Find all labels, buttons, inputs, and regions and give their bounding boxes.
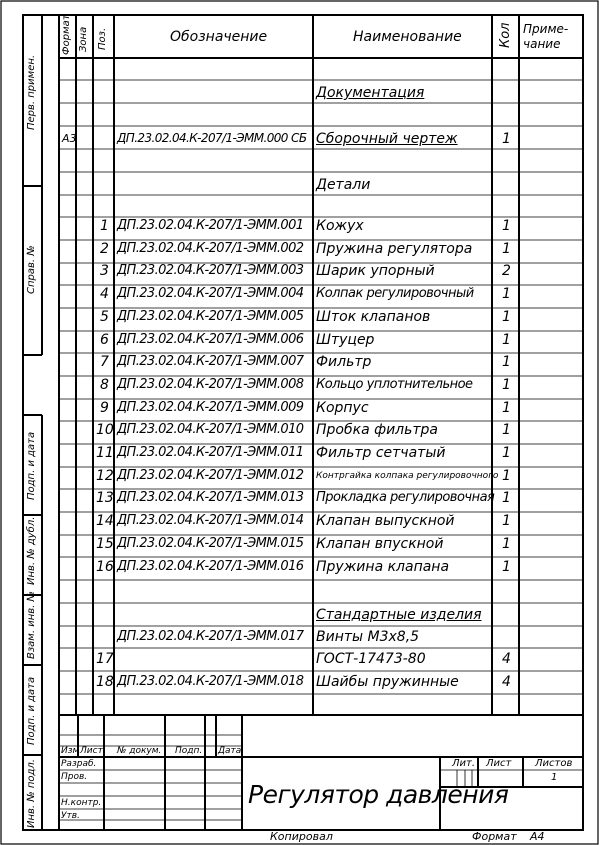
header-designation: Обозначение <box>170 29 268 45</box>
std-designation-18: ДП.23.02.04.К-207/1-ЭММ.018 <box>117 674 304 689</box>
row-designation: ДП.23.02.04.К-207/1-ЭММ.012 <box>117 468 304 483</box>
tb-sheet: Лист <box>486 758 512 769</box>
row-name: Шарик упорный <box>316 263 435 279</box>
row-name: Контргайка колпака регулировочного <box>316 471 499 481</box>
side-label-inv-podl: Инв. № подл. <box>26 759 37 828</box>
row-pos: 2 <box>100 241 109 257</box>
row-pos: 1 <box>100 218 109 234</box>
assembly-name: Сборочный чертеж <box>316 131 458 147</box>
std-gost: ГОСТ-17473-80 <box>316 651 426 667</box>
row-designation: ДП.23.02.04.К-207/1-ЭММ.015 <box>117 536 304 551</box>
side-label-podp-data-1: Подп. и дата <box>26 431 37 500</box>
footer-format-label: Формат <box>472 830 517 843</box>
row-designation: ДП.23.02.04.К-207/1-ЭММ.007 <box>117 354 304 369</box>
tb-lit: Лит. <box>452 758 476 769</box>
row-qty: 1 <box>502 490 511 506</box>
row-name: Кожух <box>316 218 364 234</box>
row-qty: 1 <box>502 309 511 325</box>
row-pos: 16 <box>96 559 114 575</box>
row-name: Клапан впускной <box>316 536 444 552</box>
row-qty: 1 <box>502 241 511 257</box>
std-pos-18: 18 <box>96 674 114 690</box>
side-label-inv-dubl: Инв. № дубл. <box>26 516 37 585</box>
row-designation: ДП.23.02.04.К-207/1-ЭММ.002 <box>117 241 304 256</box>
std-qty-18: 4 <box>502 674 511 690</box>
row-designation: ДП.23.02.04.К-207/1-ЭММ.006 <box>117 332 304 347</box>
row-name: Шток клапанов <box>316 309 431 325</box>
row-designation: ДП.23.02.04.К-207/1-ЭММ.005 <box>117 309 304 324</box>
row-pos: 7 <box>100 354 109 370</box>
row-qty: 2 <box>502 263 511 279</box>
row-qty: 1 <box>502 218 511 234</box>
row-qty: 1 <box>502 422 511 438</box>
row-name: Прокладка регулировочная <box>316 490 495 505</box>
row-name: Кольцо уплотнительное <box>316 377 473 392</box>
tb-prov: Пров. <box>61 772 88 782</box>
row-name: Пробка фильтра <box>316 422 438 438</box>
row-designation: ДП.23.02.04.К-207/1-ЭММ.011 <box>117 445 304 460</box>
row-name: Штуцер <box>316 332 375 348</box>
side-label-perv-primen: Перв. примен. <box>26 54 37 130</box>
side-label-sprav-no: Справ. № <box>26 245 37 294</box>
row-name: Фильтр сетчатый <box>316 445 446 461</box>
row-designation: ДП.23.02.04.К-207/1-ЭММ.004 <box>117 286 304 301</box>
row-qty: 1 <box>502 400 511 416</box>
assembly-qty: 1 <box>502 131 511 147</box>
tb-n-kontr: Н.контр. <box>61 798 102 808</box>
header-name: Наименование <box>353 29 462 45</box>
row-pos: 13 <box>96 490 114 506</box>
row-designation: ДП.23.02.04.К-207/1-ЭММ.010 <box>117 422 304 437</box>
row-designation: ДП.23.02.04.К-207/1-ЭММ.014 <box>117 513 304 528</box>
row-qty: 1 <box>502 559 511 575</box>
row-qty: 1 <box>502 468 511 484</box>
row-name: Пружина клапана <box>316 559 450 575</box>
row-name: Пружина регулятора <box>316 241 473 257</box>
row-pos: 14 <box>96 513 114 529</box>
std-pos-17: 17 <box>96 651 114 667</box>
row-pos: 4 <box>100 286 109 302</box>
row-pos: 9 <box>100 400 109 416</box>
row-qty: 1 <box>502 536 511 552</box>
section-documentation: Документация <box>316 85 425 101</box>
row-pos: 12 <box>96 468 114 484</box>
row-designation: ДП.23.02.04.К-207/1-ЭММ.008 <box>117 377 304 392</box>
assembly-designation: ДП.23.02.04.К-207/1-ЭММ.000 СБ <box>117 131 307 145</box>
section-standard: Стандартные изделия <box>316 607 482 623</box>
tb-podp: Подп. <box>175 746 203 756</box>
std-name-18: Шайбы пружинные <box>316 674 459 690</box>
row-name: Колпак регулировочный <box>316 286 474 301</box>
row-designation: ДП.23.02.04.К-207/1-ЭММ.003 <box>117 263 304 278</box>
row-name: Корпус <box>316 400 369 416</box>
tb-izm: Изм <box>61 746 80 756</box>
header-pos: Поз. <box>97 27 108 50</box>
row-designation: ДП.23.02.04.К-207/1-ЭММ.009 <box>117 400 304 415</box>
row-pos: 11 <box>96 445 114 461</box>
tb-data: Дата <box>218 746 242 756</box>
std-designation: ДП.23.02.04.К-207/1-ЭММ.017 <box>117 629 304 644</box>
row-designation: ДП.23.02.04.К-207/1-ЭММ.013 <box>117 490 304 505</box>
tb-list: Лист <box>80 746 103 756</box>
footer-copied: Копировал <box>270 830 333 843</box>
header-format: Формат <box>61 14 72 55</box>
header-qty: Кол <box>498 22 513 48</box>
tb-sheets-value: 1 <box>551 772 558 783</box>
std-name: Винты М3х8,5 <box>316 629 420 645</box>
row-pos: 5 <box>100 309 109 325</box>
row-pos: 8 <box>100 377 109 393</box>
row-name: Фильтр <box>316 354 372 370</box>
row-pos: 10 <box>96 422 114 438</box>
footer-format-value: А4 <box>530 830 545 843</box>
tb-sheets: Листов <box>535 758 573 769</box>
row-designation: ДП.23.02.04.К-207/1-ЭММ.016 <box>117 559 304 574</box>
row-designation: ДП.23.02.04.К-207/1-ЭММ.001 <box>117 218 304 233</box>
tb-razrab: Разраб. <box>61 759 97 769</box>
row-qty: 1 <box>502 445 511 461</box>
row-qty: 1 <box>502 354 511 370</box>
assembly-format: А3 <box>62 132 77 145</box>
row-qty: 1 <box>502 286 511 302</box>
row-qty: 1 <box>502 377 511 393</box>
std-qty-17: 4 <box>502 651 511 667</box>
tb-utv: Утв. <box>61 811 80 821</box>
header-zone: Зона <box>78 26 89 52</box>
row-qty: 1 <box>502 513 511 529</box>
row-pos: 6 <box>100 332 109 348</box>
row-qty: 1 <box>502 332 511 348</box>
side-label-vzam-inv: Взам. инв. № <box>26 591 37 659</box>
tb-title: Регулятор давления <box>248 780 509 809</box>
row-pos: 15 <box>96 536 114 552</box>
section-details: Детали <box>316 177 371 193</box>
row-pos: 3 <box>100 263 109 279</box>
row-name: Клапан выпускной <box>316 513 455 529</box>
side-label-podp-data-2: Подп. и дата <box>26 676 37 745</box>
tb-n-dokum: № докум. <box>117 746 162 756</box>
header-note: Приме-чание <box>523 22 569 51</box>
